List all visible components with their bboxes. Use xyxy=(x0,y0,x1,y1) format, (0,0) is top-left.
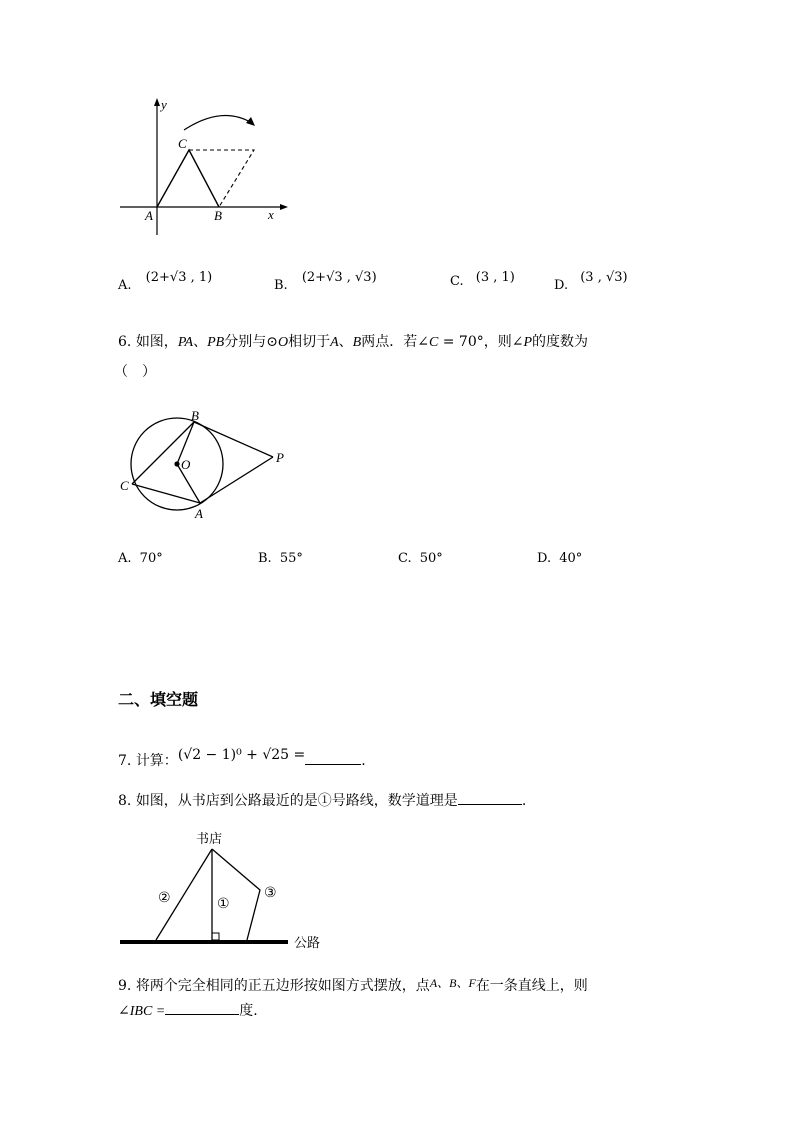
chord-cb xyxy=(132,422,194,484)
answer-bracket[interactable]: （ ） xyxy=(114,364,156,380)
rotated-triangle xyxy=(189,150,254,207)
answer-blank[interactable] xyxy=(165,1000,239,1015)
q9-stem-line2 xyxy=(118,1000,258,1020)
option-value: (2+√3 , 1) xyxy=(145,270,213,285)
point-a-label: A xyxy=(145,208,153,223)
option-value: 40° xyxy=(559,551,583,566)
question-number: 6. xyxy=(118,334,132,350)
tangent-pb xyxy=(194,422,273,457)
segment-pa: PA xyxy=(177,335,194,350)
road-label: 公路 xyxy=(294,936,321,951)
q6-text: 分别与 xyxy=(224,334,267,350)
label-p: P xyxy=(276,450,284,465)
center-dot xyxy=(174,461,179,466)
option-letter: A. xyxy=(118,278,132,293)
segment-pb: PB xyxy=(207,335,225,350)
option-letter: B. xyxy=(274,278,288,293)
y-axis-arrow xyxy=(154,98,160,106)
option-value: 70° xyxy=(139,551,163,566)
q9-angle: ∠IBC = xyxy=(118,1004,166,1019)
rotation-arrowhead xyxy=(246,117,255,126)
answer-blank[interactable] xyxy=(458,790,522,805)
q7-text: 计算： xyxy=(135,753,178,769)
q6-circle-figure xyxy=(112,402,302,524)
y-label: y xyxy=(161,97,167,112)
option-value: (2+√3 , √3) xyxy=(301,270,377,285)
option-letter: D. xyxy=(537,551,552,566)
store-label: 书店 xyxy=(196,832,223,847)
q6-text: 的度数为 xyxy=(532,334,589,350)
q8-stem xyxy=(118,790,526,810)
point-b: B xyxy=(352,335,362,350)
q5-option-b[interactable] xyxy=(274,270,377,293)
q9-stem-line1 xyxy=(118,975,588,995)
q6-option-b[interactable] xyxy=(258,551,303,566)
point-c: C xyxy=(428,335,439,350)
option-value: 55° xyxy=(279,551,303,566)
q5-option-d[interactable] xyxy=(554,270,628,293)
point-c-label: C xyxy=(178,136,187,151)
q8-text: 如图，从书店到公路最近的是①号路线，数学道理是 xyxy=(135,793,458,809)
q7-expression: (√2 − 1)⁰ + √25 = xyxy=(177,747,306,763)
separator: 、 xyxy=(338,334,353,350)
period: . xyxy=(361,753,366,769)
x-label: x xyxy=(268,207,274,222)
tangent-pa xyxy=(200,457,273,503)
section-title: 二、填空题 xyxy=(118,690,199,709)
option-letter: B. xyxy=(258,551,272,566)
answer-blank[interactable] xyxy=(305,750,361,765)
q5-option-c[interactable] xyxy=(450,270,515,289)
q5-option-a[interactable] xyxy=(118,270,213,293)
q6-text: 相切于 xyxy=(288,334,331,350)
route-3-line xyxy=(212,849,260,940)
label-o: O xyxy=(181,457,191,472)
q9-text-2: 在一条直线上，则 xyxy=(475,978,588,994)
period: . xyxy=(521,793,527,809)
question-number: 9. xyxy=(118,978,132,994)
q6-stem xyxy=(118,331,588,351)
x-axis-arrow xyxy=(280,204,288,210)
option-value: 50° xyxy=(419,551,443,566)
circle-symbol: ⊙ xyxy=(266,334,278,350)
q9-end: 度. xyxy=(239,1003,258,1019)
q8-road-figure xyxy=(118,826,338,954)
separator: 、 xyxy=(193,334,208,350)
route-3-label: ③ xyxy=(264,885,277,901)
label-b: B xyxy=(191,408,199,423)
point-b-label: B xyxy=(214,208,222,223)
right-angle-mark xyxy=(212,933,219,940)
point-p: P xyxy=(523,335,533,350)
route-1-label: ① xyxy=(217,896,230,912)
question-number: 7. xyxy=(118,753,132,769)
option-value: (3 , 1) xyxy=(475,270,515,285)
q6-option-d[interactable] xyxy=(537,551,582,566)
option-letter: C. xyxy=(450,274,464,289)
point-a: A xyxy=(330,335,339,350)
rotation-arc xyxy=(184,115,252,130)
q6-option-a[interactable] xyxy=(118,551,163,566)
option-letter: C. xyxy=(398,551,412,566)
q6-text: 如图， xyxy=(135,334,178,350)
q5-coordinate-figure xyxy=(112,95,292,240)
label-a: A xyxy=(195,506,203,521)
q6-text: 两点．若∠ xyxy=(361,334,429,350)
q6-option-c[interactable] xyxy=(398,551,443,566)
q7-stem xyxy=(118,747,366,770)
label-c: C xyxy=(120,478,129,493)
option-value: (3 , √3) xyxy=(580,270,628,285)
triangle-abc xyxy=(157,150,219,207)
option-letter: A. xyxy=(118,551,132,566)
q6-text: = 70°，则∠ xyxy=(438,334,524,350)
route-2-label: ② xyxy=(158,890,171,906)
point-o: O xyxy=(277,335,289,350)
question-number: 8. xyxy=(118,793,132,809)
q9-text: 将两个完全相同的正五边形按如图方式摆放，点 xyxy=(135,978,430,994)
q9-points: A、B、F xyxy=(429,976,476,990)
option-letter: D. xyxy=(554,278,569,293)
